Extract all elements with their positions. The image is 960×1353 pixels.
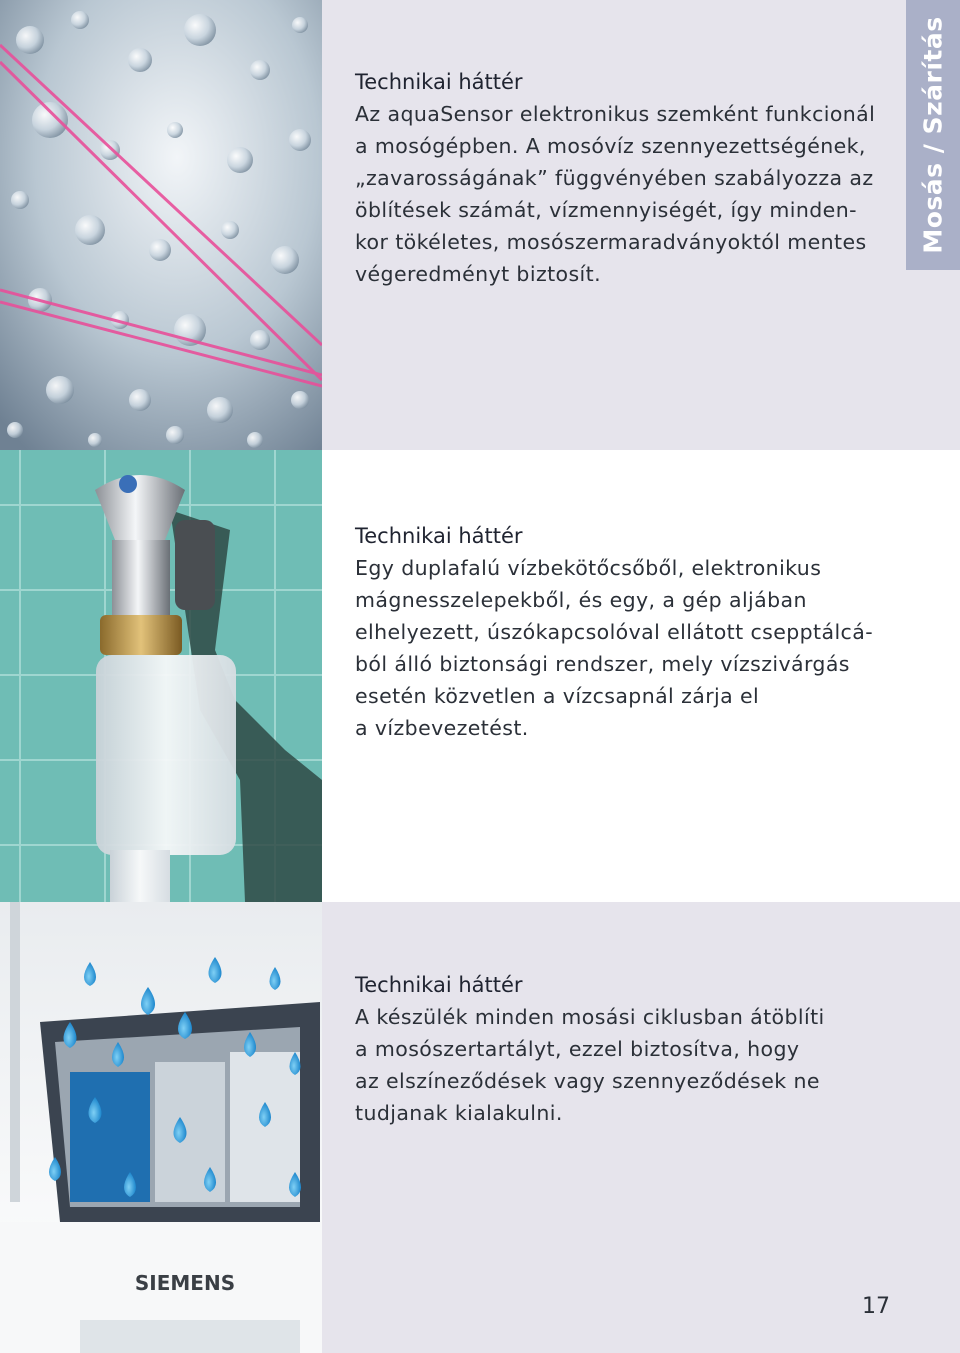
section-3-heading: Technikai háttér	[355, 973, 523, 997]
section-3-body	[355, 1001, 915, 1129]
section-2-heading: Technikai háttér	[355, 524, 523, 548]
body-line: Az aquaSensor elektronikus szemként funkcionál	[355, 102, 876, 126]
body-line: esetén közvetlen a vízcsapnál zárja el	[355, 684, 760, 708]
section-1-heading: Technikai háttér	[355, 70, 523, 94]
body-line: A készülék minden mosási ciklusban átöblíti	[355, 1005, 825, 1029]
body-line: az elszíneződések vagy szennyeződések ne	[355, 1069, 820, 1093]
body-line: tudjanak kialakulni.	[355, 1101, 563, 1125]
section-3-text	[355, 969, 915, 1129]
section-2-text	[355, 520, 915, 744]
section-1-body	[355, 98, 915, 290]
body-line: Egy duplafalú vízbekötőcsőből, elektronikus	[355, 556, 822, 580]
body-line: a mosószertartályt, ezzel biztosítva, hogy	[355, 1037, 800, 1061]
section-2-body	[355, 552, 915, 744]
body-line: végeredményt biztosít.	[355, 262, 602, 286]
water-bubbles-laser-image	[0, 0, 322, 450]
body-line: ból álló biztonsági rendszer, mely vízszivárgás	[355, 652, 850, 676]
body-line: „zavarosságának” függvényében szabályozza az	[355, 166, 874, 190]
section-2	[0, 450, 960, 902]
body-line: a mosógépben. A mosóvíz szennyezettségének,	[355, 134, 866, 158]
body-line: mágnesszelepekből, és egy, a gép aljában	[355, 588, 807, 612]
aquastop-valve-image	[0, 450, 322, 902]
section-3	[0, 902, 960, 1353]
section-1	[0, 0, 960, 450]
detergent-drawer-drops-image	[0, 902, 322, 1353]
body-line: öblítések számát, vízmennyiségét, így minden-	[355, 198, 857, 222]
body-line: kor tökéletes, mosószermaradványoktól mentes	[355, 230, 867, 254]
section-1-text	[355, 66, 915, 290]
siemens-logo: SIEMENS	[134, 1271, 236, 1295]
body-line: elhelyezett, úszókapcsolóval ellátott csepptálcá-	[355, 620, 873, 644]
page-number: 17	[862, 1294, 890, 1319]
section-tab-label: Mosás / Szárítás	[918, 16, 948, 254]
body-line: a vízbevezetést.	[355, 716, 529, 740]
section-tab	[906, 0, 960, 270]
